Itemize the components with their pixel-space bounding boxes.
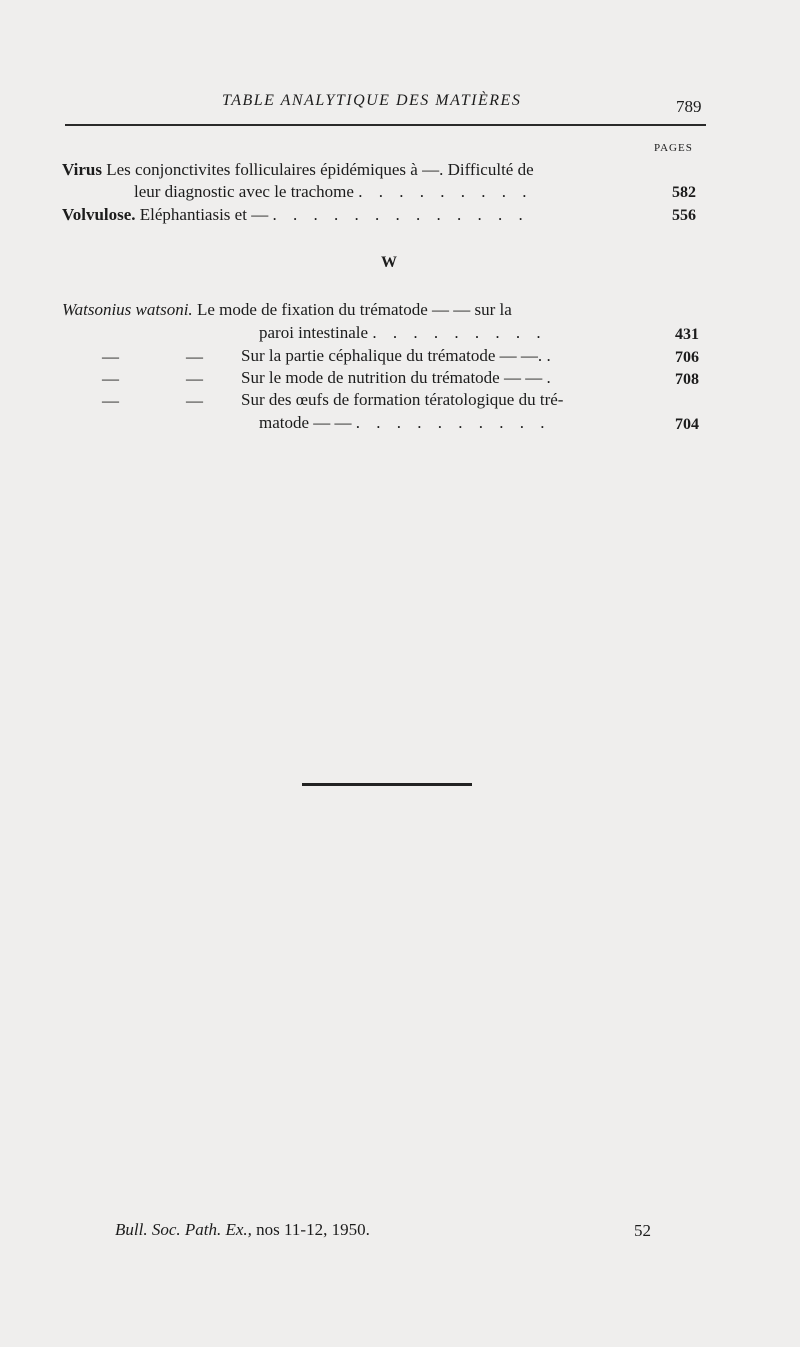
entry-text: Les conjonctivites folliculaires épidémiques à —. Difficulté de <box>106 160 534 179</box>
closing-rule <box>302 783 472 786</box>
entry-page: 582 <box>672 184 696 201</box>
index-entry-volvulose <box>62 204 529 226</box>
dot-leaders: . . . . . . . . . <box>358 182 533 201</box>
dot-leaders: . <box>546 346 557 365</box>
dot-leaders: . . . . . . . . . . . . . <box>272 205 529 224</box>
index-entry-virus-cont <box>134 181 532 203</box>
section-letter: W <box>381 254 397 271</box>
entry-text: Eléphantiasis et — <box>139 205 269 224</box>
entry-page: 431 <box>675 326 699 343</box>
entry-term: Watsonius watsoni. <box>62 300 193 319</box>
footer-citation <box>115 1220 370 1240</box>
sub-entry-cephalique <box>241 345 557 367</box>
entry-term: Volvulose. <box>62 205 136 224</box>
sub-entry-dash: — <box>102 369 119 388</box>
footer-signature: 52 <box>634 1221 651 1240</box>
entry-text: Le mode de fixation du trématode — — sur la <box>196 300 512 319</box>
sub-entry-nutrition <box>241 367 557 389</box>
entry-text: Sur le mode de nutrition du trématode — — <box>241 368 543 387</box>
header-rule <box>65 124 706 126</box>
entry-text: matode — — <box>259 413 352 432</box>
sub-entry-oeufs <box>241 389 563 411</box>
sub-entry-dash: — <box>186 369 203 388</box>
index-entry-virus <box>62 159 534 181</box>
footer-journal: Bull. Soc. Path. Ex., <box>115 1220 252 1239</box>
pages-column-label: PAGES <box>654 142 693 154</box>
entry-page: 708 <box>675 371 699 388</box>
sub-entry-dash: — <box>186 391 203 410</box>
entry-page: 706 <box>675 349 699 366</box>
dot-leaders: . . . . . . . . . <box>372 323 547 342</box>
entry-term: Virus <box>62 160 102 179</box>
page-number: 789 <box>676 97 702 116</box>
dot-leaders: . <box>546 368 557 387</box>
footer-issue: nos 11-12, 1950. <box>256 1220 370 1239</box>
entry-text: leur diagnostic avec le trachome <box>134 182 354 201</box>
running-title: TABLE ANALYTIQUE DES MATIÈRES <box>222 92 522 109</box>
entry-text: Sur la partie céphalique du trématode — —. <box>241 346 543 365</box>
index-entry-watsonius-cont <box>259 322 547 344</box>
entry-text: paroi intestinale <box>259 323 369 342</box>
sub-entry-dash: — <box>186 347 203 366</box>
index-entry-watsonius <box>62 299 512 321</box>
sub-entry-oeufs-cont <box>259 412 551 434</box>
entry-text: Sur des œufs de formation tératologique du tré- <box>241 390 564 409</box>
sub-entry-dash: — <box>102 347 119 366</box>
entry-page: 556 <box>672 207 696 224</box>
dot-leaders: . . . . . . . . . . <box>355 413 551 432</box>
entry-page: 704 <box>675 416 699 433</box>
sub-entry-dash: — <box>102 391 119 410</box>
